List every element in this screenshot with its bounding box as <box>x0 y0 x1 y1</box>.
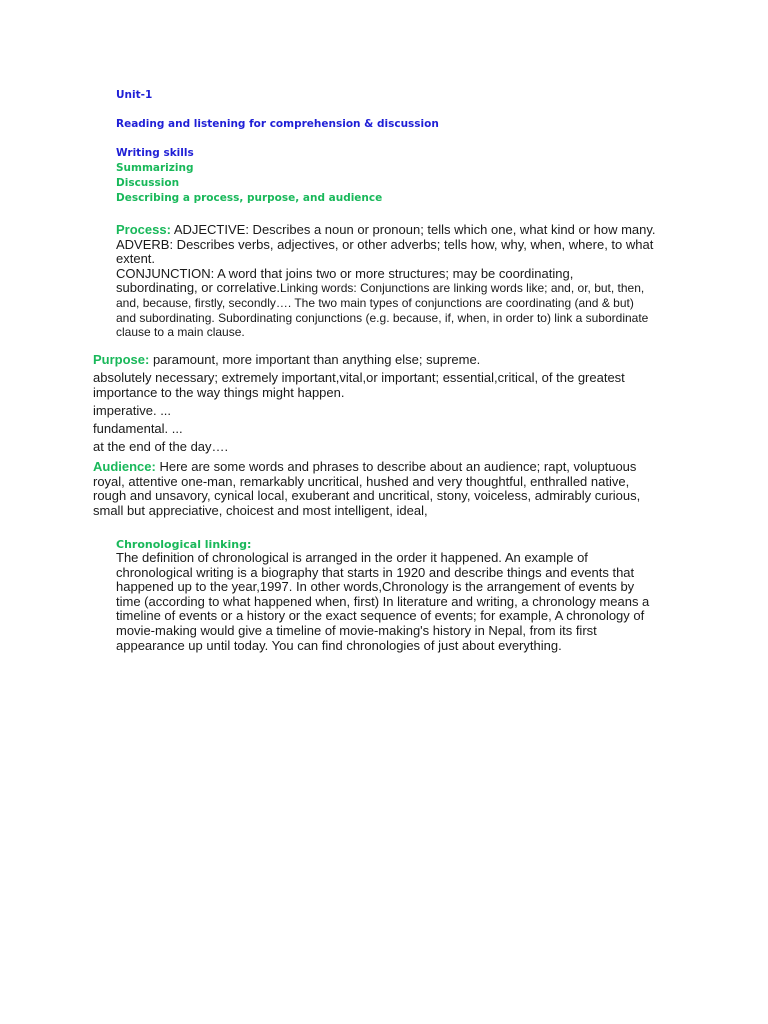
purpose-line-2: absolutely necessary; extremely important,vital,or important; essential,critical, of the greatest importance to the way things might happen. <box>93 369 625 400</box>
unit-heading: Unit-1 <box>116 89 153 101</box>
audience-label: Audience: <box>93 459 156 474</box>
purpose-line-5: at the end of the day…. <box>93 438 229 454</box>
purpose-line-1 <box>93 353 658 368</box>
describing-heading: Describing a process, purpose, and audience <box>116 192 383 204</box>
process-text-1: ADJECTIVE: Describes a noun or pronoun; tells which one, what kind or how many. ADVERB: Describes verbs, adjectives, or other adverbs; tells how, why, when, where, to what extent. <box>116 222 656 267</box>
discussion-heading: Discussion <box>116 177 180 189</box>
purpose-line-4: fundamental. ... <box>93 420 183 436</box>
process-text-2: CONJUNCTION: A word that joins two or more structures; may be coordinating, subordinating, or correlative. <box>116 265 574 296</box>
audience-text: Here are some words and phrases to describe about an audience; rapt, voluptuous royal, attentive one-man, remarkably uncritical, hushed and very thoughtful, enthralled native, rough and unsavory, cynical local, exuberant and uncritical, stony, voiceless, admirably curious, small but appreciative, choicest and most intelligent, ideal, <box>93 459 641 518</box>
subheadings <box>116 146 382 206</box>
audience-paragraph <box>93 460 658 518</box>
purpose-text-1: paramount, more important than anything else; supreme. <box>149 352 481 367</box>
chronological-paragraph: The definition of chronological is arranged in the order it happened. An example of chronological writing is a biography that starts in 1920 and describe things and events that happened up to the year,1997. In other words,Chronology is the arrangement of events by time (according to what happened when, first) In literature and writing, a chronology means a timeline of events or a history or the exact sequence of events; for example, A chronology of movie-making would give a timeline of movie-making's history in Nepal, from its first appearance up until today. You can find chronologies of just about everything. <box>116 550 650 653</box>
writing-skills-heading: Writing skills <box>116 147 194 159</box>
chronological-label: Chronological linking: <box>116 538 252 551</box>
purpose-label: Purpose: <box>93 352 150 367</box>
reading-listening-heading: Reading and listening for comprehension & discussion <box>116 118 439 130</box>
purpose-section <box>93 353 658 458</box>
purpose-line-3: imperative. ... <box>93 402 172 418</box>
process-label: Process: <box>116 222 171 237</box>
process-text-3: Linking words: Conjunctions are linking words like; and, or, but, then, and, because, firstly, secondly…. The two main types of conjunctions are coordinating (and & but) and subordinating. Subordinating conjunctions (e.g. because, if, when, in order to) link a subordinate clause to a main clause. <box>116 281 649 340</box>
summarizing-heading: Summarizing <box>116 162 194 174</box>
process-paragraph <box>116 223 656 340</box>
